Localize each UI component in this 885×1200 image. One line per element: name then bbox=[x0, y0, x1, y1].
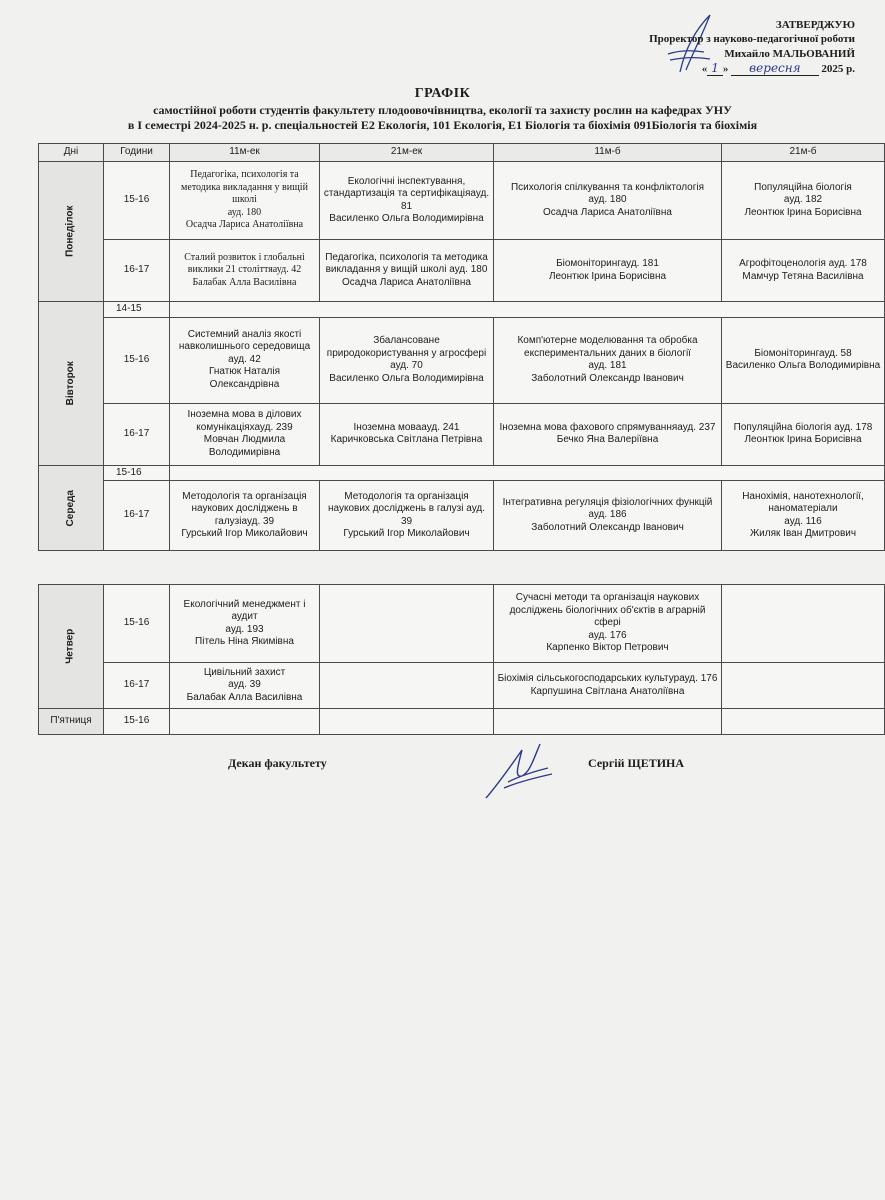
dean-name: Сергій ЩЕТИНА bbox=[588, 756, 685, 770]
schedule-cell: Сталий розвиток і глобальні виклики 21 століттяауд. 42 Балабак Алла Василівна bbox=[170, 240, 320, 302]
day-cell-tuesday: Вівторок bbox=[39, 302, 104, 466]
schedule-cell bbox=[320, 663, 494, 709]
schedule-cell: Збалансоване природокористування у агросфері ауд. 70 Василенко Ольга Володимирівна bbox=[320, 317, 494, 403]
hour-cell: 16-17 bbox=[104, 240, 170, 302]
approval-heading: ЗАТВЕРДЖУЮ bbox=[775, 19, 855, 31]
schedule-cell: Методологія та організація наукових досліджень в галузі ауд. 39 Гурський Ігор Миколайович bbox=[320, 481, 494, 551]
schedule-cell: Цивільний захист ауд. 39 Балабак Алла Василівна bbox=[170, 663, 320, 709]
empty-span-cell bbox=[170, 302, 885, 318]
table-row bbox=[39, 317, 885, 403]
day-cell-wednesday: Середа bbox=[39, 465, 104, 551]
schedule-table bbox=[38, 143, 885, 551]
schedule-cell: Екологічні інспектування, стандартизація та сертифікаціяауд. 81 Василенко Ольга Володимирівна bbox=[320, 162, 494, 240]
schedule-cell: Біохімія сільськогосподарських культурауд. 176 Карпушина Світлана Анатоліївна bbox=[494, 663, 722, 709]
schedule-cell: Комп'ютерне моделювання та обробка експериментальних даних в біології ауд. 181 Заболотний Олександр Іванович bbox=[494, 317, 722, 403]
schedule-cell bbox=[494, 709, 722, 735]
schedule-cell bbox=[722, 709, 885, 735]
schedule-table-continued bbox=[38, 584, 885, 735]
hour-cell: 16-17 bbox=[104, 481, 170, 551]
hour-cell: 15-16 bbox=[104, 465, 170, 481]
approval-date-year: 2025 р. bbox=[821, 62, 855, 75]
schedule-cell: Методологія та організація наукових досліджень в галузіауд. 39 Гурський Ігор Миколайович bbox=[170, 481, 320, 551]
hour-cell: 16-17 bbox=[104, 403, 170, 465]
approval-person: Михайло МАЛЬОВАНИЙ bbox=[724, 47, 855, 60]
schedule-cell: Біомоніторингауд. 58 Василенко Ольга Володимирівна bbox=[722, 317, 885, 403]
approval-position: Проректор з науково-педагогічної роботи bbox=[649, 33, 855, 46]
empty-span-cell bbox=[170, 465, 885, 481]
title-semester: в І семестрі 2024-2025 н. р. спеціальностей Е2 Екологія, 101 Екологія, Е1 Біологія та біохімія 091Біологія та біохімія bbox=[127, 118, 758, 132]
dean-label: Декан факультету bbox=[228, 756, 327, 770]
schedule-cell bbox=[170, 709, 320, 735]
schedule-cell: Іноземна мова в ділових комунікаціяхауд. 239 Мовчан Людмила Володимирівна bbox=[170, 403, 320, 465]
table-row bbox=[39, 481, 885, 551]
schedule-cell: Популяційна біологія ауд. 178 Леонтюк Ірина Борисівна bbox=[722, 403, 885, 465]
table-row bbox=[39, 709, 885, 735]
schedule-cell: Педагогіка, психологія та методика викладання у вищій школі ауд. 180 Осадча Лариса Анатоліївна bbox=[320, 240, 494, 302]
schedule-cell bbox=[722, 585, 885, 663]
schedule-cell: Іноземна моваауд. 241 Каричковська Світлана Петрівна bbox=[320, 403, 494, 465]
schedule-cell bbox=[320, 585, 494, 663]
schedule-cell bbox=[320, 709, 494, 735]
table-row bbox=[39, 302, 885, 318]
schedule-cell: Психологія спілкування та конфліктологія ауд. 180 Осадча Лариса Анатоліївна bbox=[494, 162, 722, 240]
table-row bbox=[39, 465, 885, 481]
schedule-cell: Популяційна біологія ауд. 182 Леонтюк Ірина Борисівна bbox=[722, 162, 885, 240]
schedule-cell bbox=[722, 663, 885, 709]
document-title bbox=[0, 86, 885, 133]
day-cell-friday: П'ятниця bbox=[39, 709, 104, 735]
schedule-cell: Інтегративна регуляція фізіологічних функцій ауд. 186 Заболотний Олександр Іванович bbox=[494, 481, 722, 551]
table-row bbox=[39, 585, 885, 663]
header-group-21m-ek: 21м-ек bbox=[320, 144, 494, 162]
dean-signature bbox=[478, 736, 568, 806]
approval-date: « 1 » вересня 2025 р. bbox=[701, 60, 855, 75]
header-group-21m-b: 21м-б bbox=[722, 144, 885, 162]
schedule-cell: Сучасні методи та організація наукових досліджень біологічних об'єктів в аграрній сфері ауд. 176 Карпенко Віктор Петрович bbox=[494, 585, 722, 663]
approval-block bbox=[595, 18, 855, 76]
table-header-row bbox=[39, 144, 885, 162]
table-row bbox=[39, 663, 885, 709]
schedule-cell: Іноземна мова фахового спрямуванняауд. 237 Бечко Яна Валеріївна bbox=[494, 403, 722, 465]
approval-date-day: 1 bbox=[707, 61, 723, 76]
hour-cell: 15-16 bbox=[104, 317, 170, 403]
schedule-cell: Системний аналіз якості навколишнього середовища ауд. 42 Гнатюк Наталія Олександрівна bbox=[170, 317, 320, 403]
approval-date-month: вересня bbox=[731, 61, 818, 76]
day-cell-monday: Понеділок bbox=[39, 162, 104, 302]
hour-cell: 15-16 bbox=[104, 162, 170, 240]
schedule-cell: Педагогіка, психологія та методика викладання у вищій школі ауд. 180 Осадча Лариса Анатоліївна bbox=[170, 162, 320, 240]
hour-cell: 15-16 bbox=[104, 585, 170, 663]
schedule-cell: Біомоніторингауд. 181 Леонтюк Ірина Борисівна bbox=[494, 240, 722, 302]
schedule-cell: Агрофітоценологія ауд. 178 Мамчур Тетяна Василівна bbox=[722, 240, 885, 302]
header-group-11m-b: 11м-б bbox=[494, 144, 722, 162]
table-row bbox=[39, 162, 885, 240]
table-row bbox=[39, 403, 885, 465]
header-group-11m-ek: 11м-ек bbox=[170, 144, 320, 162]
hour-cell: 16-17 bbox=[104, 663, 170, 709]
schedule-cell: Екологічний менеджмент і аудит ауд. 193 Пітель Ніна Якимівна bbox=[170, 585, 320, 663]
header-days: Дні bbox=[39, 144, 104, 162]
hour-cell: 14-15 bbox=[104, 302, 170, 318]
title-main: ГРАФІК bbox=[414, 86, 471, 101]
table-row bbox=[39, 240, 885, 302]
hour-cell: 15-16 bbox=[104, 709, 170, 735]
title-subtitle: самостійної роботи студентів факультету плодоовочівництва, екології та захисту рослин на кафедрах УНУ bbox=[153, 103, 732, 117]
schedule-cell: Нанохімія, нанотехнології, наноматеріали ауд. 116 Жиляк Іван Дмитрович bbox=[722, 481, 885, 551]
day-cell-thursday: Четвер bbox=[39, 585, 104, 709]
header-hours: Години bbox=[104, 144, 170, 162]
